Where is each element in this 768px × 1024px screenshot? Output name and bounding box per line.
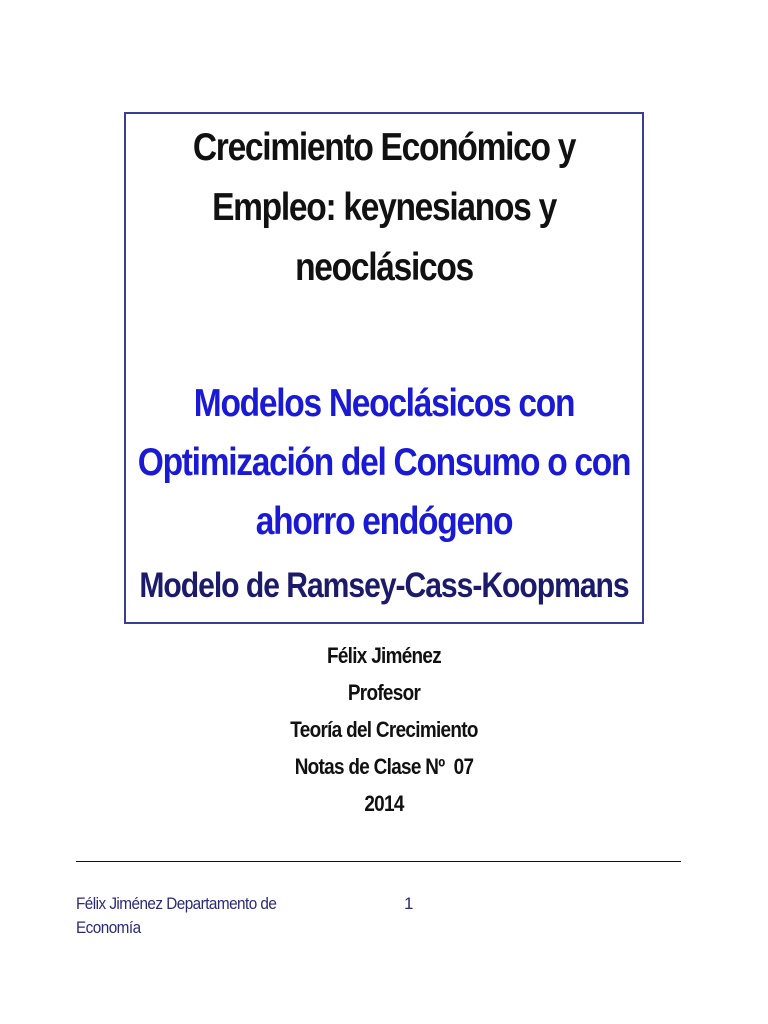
slide-subtitle-line-3: ahorro endógeno [255, 500, 513, 543]
model-name: Modelo de Ramsey-Cass-Koopmans [139, 566, 629, 605]
course-name: Teoría del Crecimiento [290, 717, 478, 742]
slide-title-line-2: Empleo: keynesianos y [212, 186, 556, 229]
year: 2014 [364, 791, 404, 816]
slide-title-line-1: Crecimiento Económico y [192, 126, 576, 169]
slide-title [54, 118, 714, 298]
footer-line-2: Economía [76, 918, 141, 937]
slide-subtitle [54, 374, 714, 551]
class-notes-number: Notas de Clase Nº 07 [294, 754, 474, 779]
slide-subtitle-line-1: Modelos Neoclásicos con [193, 382, 575, 425]
slide-title-line-3: neoclásicos [295, 246, 473, 289]
footer-author-department [76, 892, 292, 940]
author-block [54, 637, 714, 822]
slide-subtitle-line-2: Optimización del Consumo o con [137, 441, 631, 484]
footer-divider [76, 861, 681, 862]
author-role: Profesor [347, 680, 421, 705]
author-name: Félix Jiménez [326, 643, 442, 668]
page-number: 1 [404, 894, 414, 913]
footer-line-1: Félix Jiménez Departamento de [76, 894, 277, 913]
